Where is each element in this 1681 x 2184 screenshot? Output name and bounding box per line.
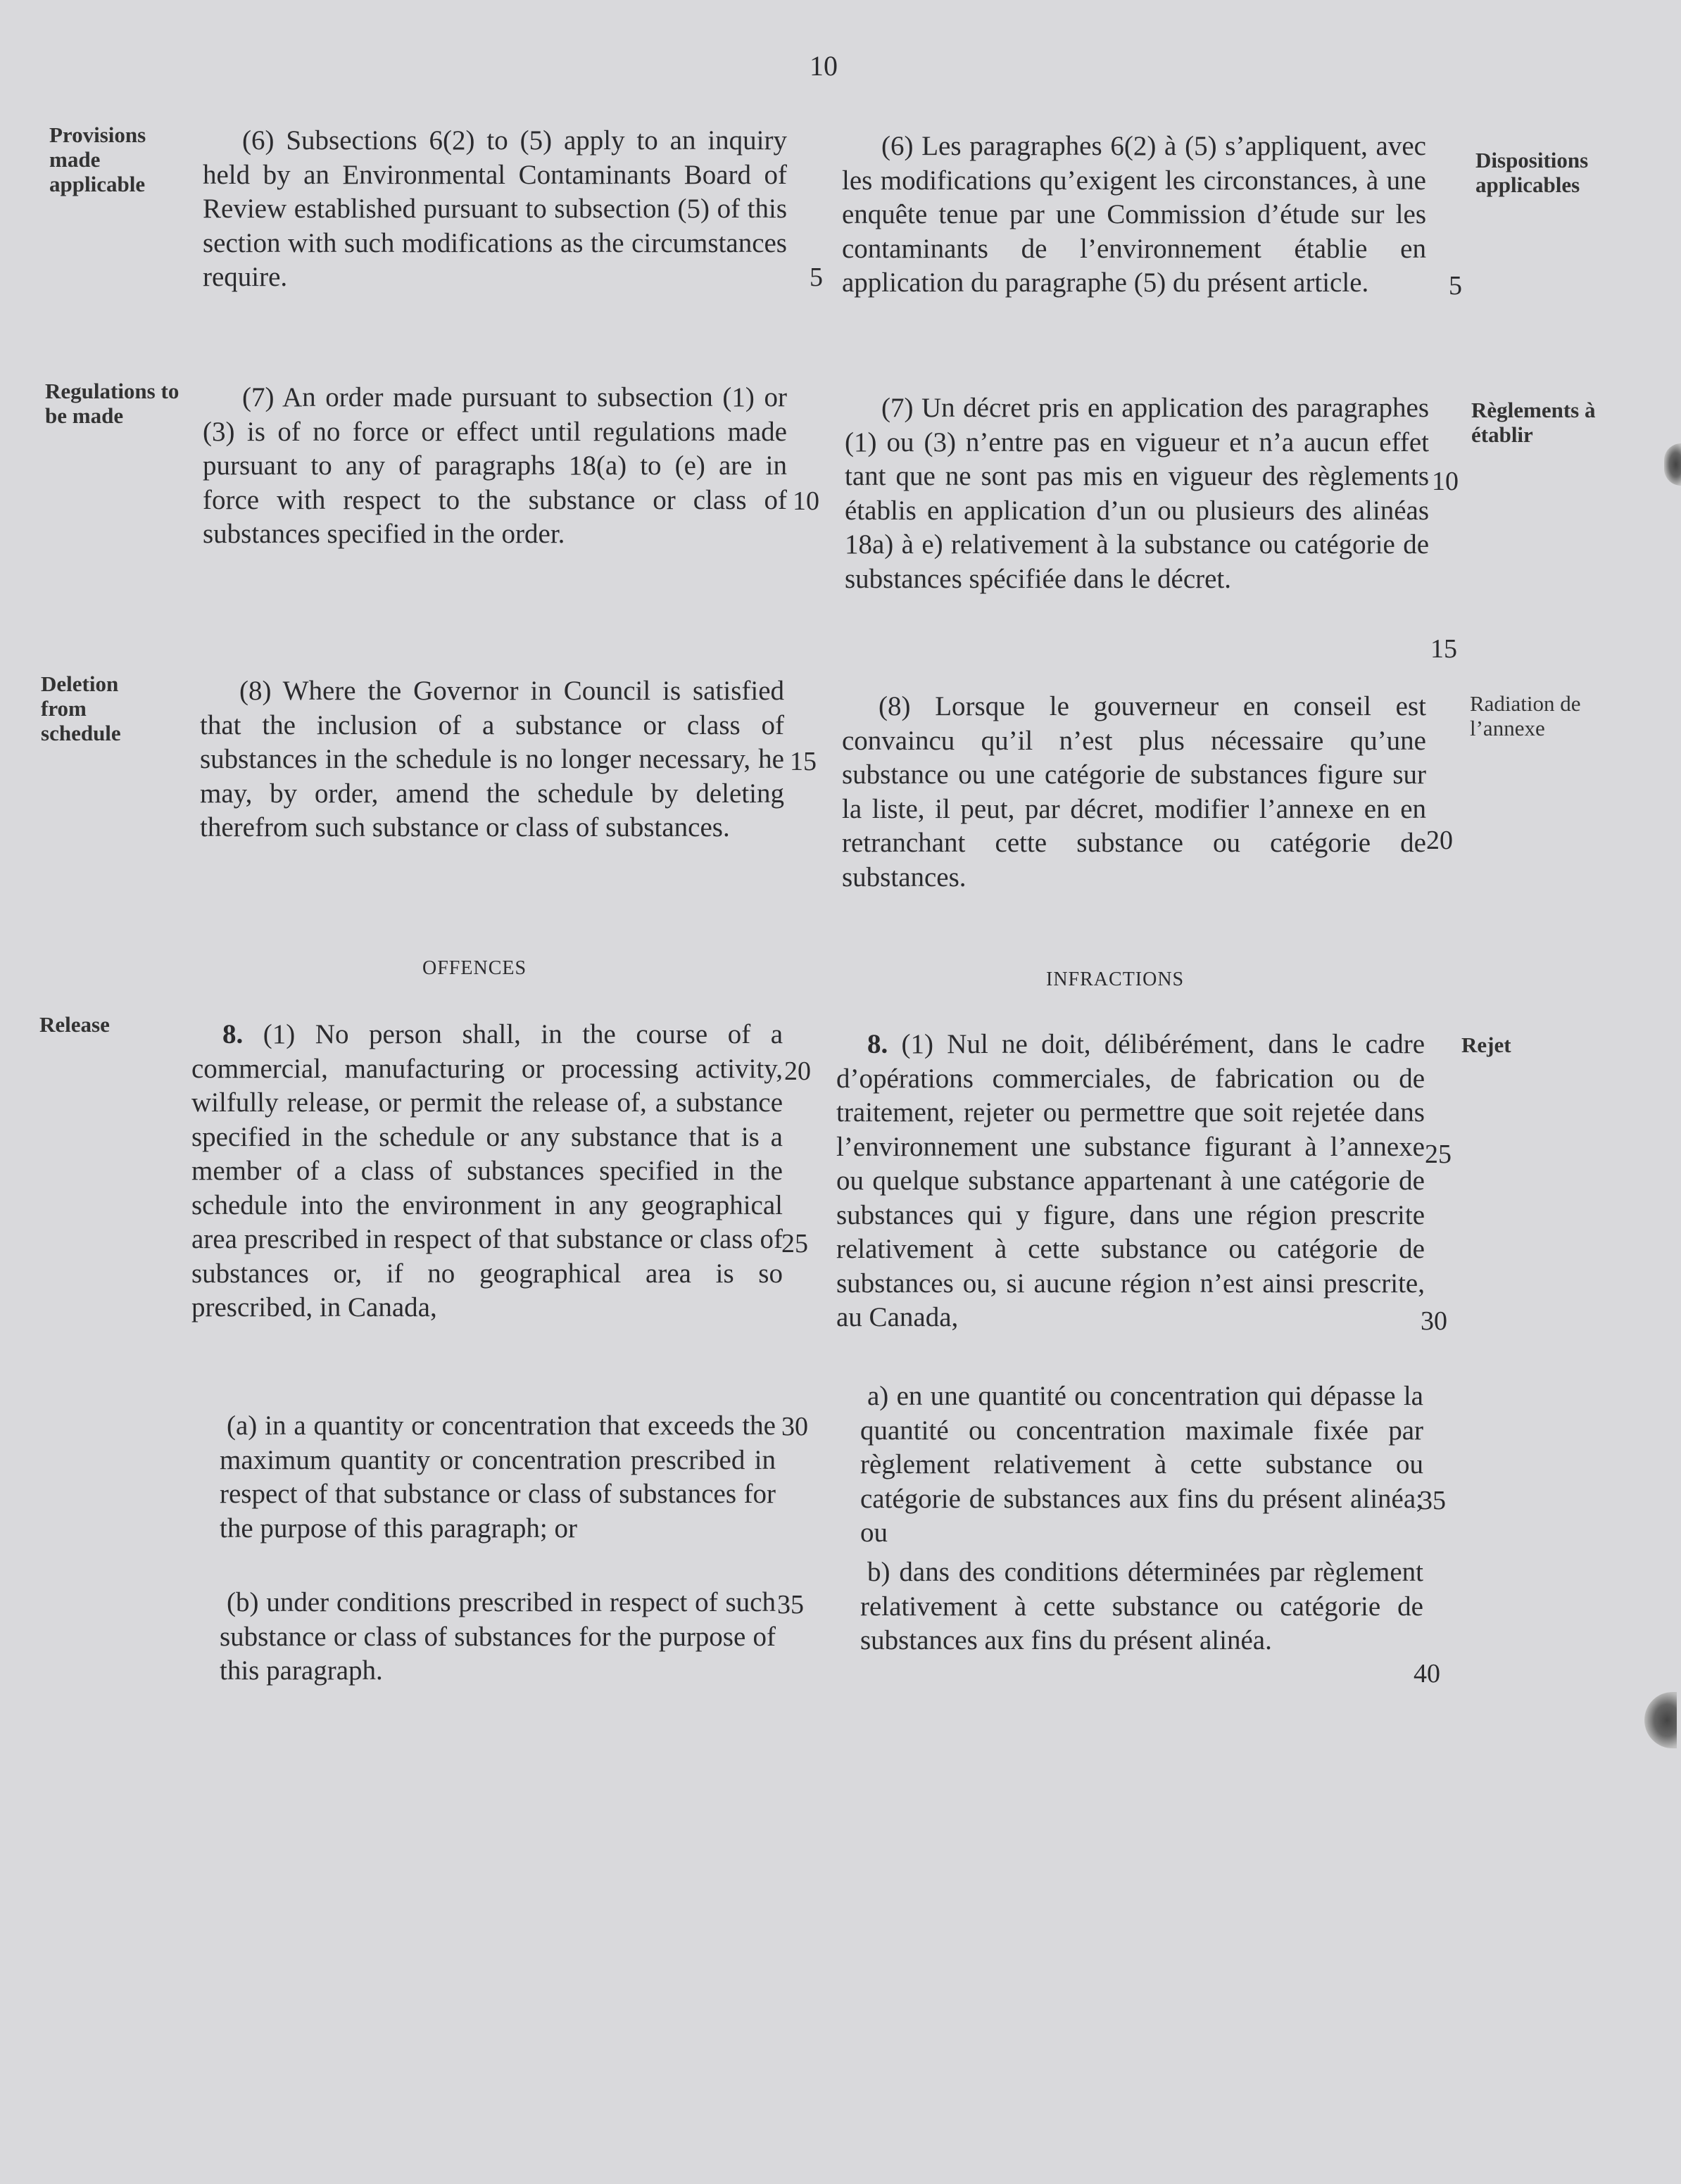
margin-note-provisions-made-applicable: Provisions made applicable [49,122,146,196]
english-paragraph-b: (b) under conditions prescribed in respect of such substance or class of substances for the purpose of this paragraph. [220,1587,776,1686]
binder-hole [1664,443,1681,486]
french-section-8 [836,1028,1425,1335]
french-paragraph-b: b) dans des conditions déterminées par règlement relativement à cette substance ou catégorie de substances aux fins du présent alinéa. [860,1557,1423,1655]
heading-offences: OFFENCES [422,957,527,979]
line-number: 25 [781,1229,808,1258]
english-paragraph-a: (a) in a quantity or concentration that exceeds the maximum quantity or concentration prescribed in respect of that substance or class of substances for the purpose of this paragraph; or [220,1410,776,1544]
line-number: 10 [793,486,819,516]
heading-infractions: INFRACTIONS [1046,968,1185,990]
line-number: 20 [1426,826,1453,855]
french-section-8-text: (1) Nul ne doit, délibérément, dans le cadre d’opérations commerciales, de fabrication ou de traitement, rejeter ou permettre que soit rejetée dans l’environnement une substance figurant à l’annexe ou quelque substance appartenant à une catégorie de substances qui y figure, dans une région prescrite relativement à cette substance ou catégorie de substances ou, si aucune région n’est ainsi prescrite, au Canada, [836,1029,1425,1332]
english-section-8-text: (1) No person shall, in the course of a commercial, manufacturing or processing activity, wilfully release, or permit the release of, a substance specified in the schedule or any substance that is a member of a class of substances specified in the schedule into the environment in any geographical area prescribed in respect of that substance or class of substances or, if no geographical area is so prescribed, in Canada, [191,1019,783,1323]
line-number: 20 [784,1056,811,1086]
line-number: 15 [1430,634,1457,664]
english-section-8-number: 8. [222,1019,244,1049]
margin-note-release: Release [39,1012,110,1037]
page-number: 10 [810,50,838,82]
line-number: 15 [790,747,817,776]
margin-note-reglements-a-etablir: Règlements à établir [1471,398,1596,447]
line-number: 40 [1414,1659,1440,1689]
english-section-8 [191,1018,783,1325]
french-subsection-7: (7) Un décret pris en application des paragraphes (1) ou (3) n’entre pas en vigueur et n’a aucun effet tant que ne sont pas mis en vigueur des règlements établis en application d’un ou plusieurs des alinéas 18a) à e) relativement à la substance ou catégorie de substances spécifiée dans le décret. [845,393,1429,594]
margin-note-deletion-from-schedule: Deletion from schedule [41,671,121,745]
line-number: 10 [1432,467,1459,496]
line-number: 35 [777,1590,804,1620]
line-number: 5 [1449,271,1462,301]
margin-note-dispositions-applicables: Dispositions applicables [1475,148,1589,197]
binder-hole [1644,1692,1677,1748]
line-number: 30 [781,1412,808,1441]
english-subsection-8: (8) Where the Governor in Council is satisfied that the inclusion of a substance or class of substances in the schedule is no longer necessary, he may, by order, amend the schedule by deleting therefrom such substance or class of substances. [200,676,784,842]
line-number: 30 [1421,1306,1447,1336]
margin-note-radiation-de-l-annexe: Radiation de l’annexe [1470,691,1581,740]
french-paragraph-a: a) en une quantité ou concentration qui dépasse la quantité ou concentration maximale fixée par règlement relativement à cette substance ou catégorie de substances aux fins du présent alinéa; ou [860,1381,1423,1548]
margin-note-rejet: Rejet [1461,1033,1511,1057]
french-subsection-8: (8) Lorsque le gouverneur en conseil est convaincu qu’il n’est plus nécessaire qu’une substance ou une catégorie de substances figure sur la liste, il peut, par décret, modifier l’annexe en en retranchant cette substance ou catégorie de substances. [842,691,1426,892]
line-number: 35 [1419,1486,1446,1515]
line-number: 5 [810,263,823,292]
margin-note-regulations-to-be-made: Regulations to be made [45,379,180,428]
english-subsection-6: (6) Subsections 6(2) to (5) apply to an inquiry held by an Environmental Contaminants Board of Review established pursuant to subsection (5) of this section with such modifications as the circumstances require. [203,125,787,292]
french-subsection-6: (6) Les paragraphes 6(2) à (5) s’appliquent, avec les modifications qu’exigent les circonstances, à une enquête tenue par une Commission d’étude sur les contaminants de l’environnement établie en application du paragraphe (5) du présent article. [842,131,1426,298]
english-subsection-7: (7) An order made pursuant to subsection (1) or (3) is of no force or effect until regulations made pursuant to any of paragraphs 18(a) to (e) are in force with respect to the substance or class of substances specified in the order. [203,382,787,549]
line-number: 25 [1425,1140,1452,1169]
french-section-8-number: 8. [867,1029,888,1059]
